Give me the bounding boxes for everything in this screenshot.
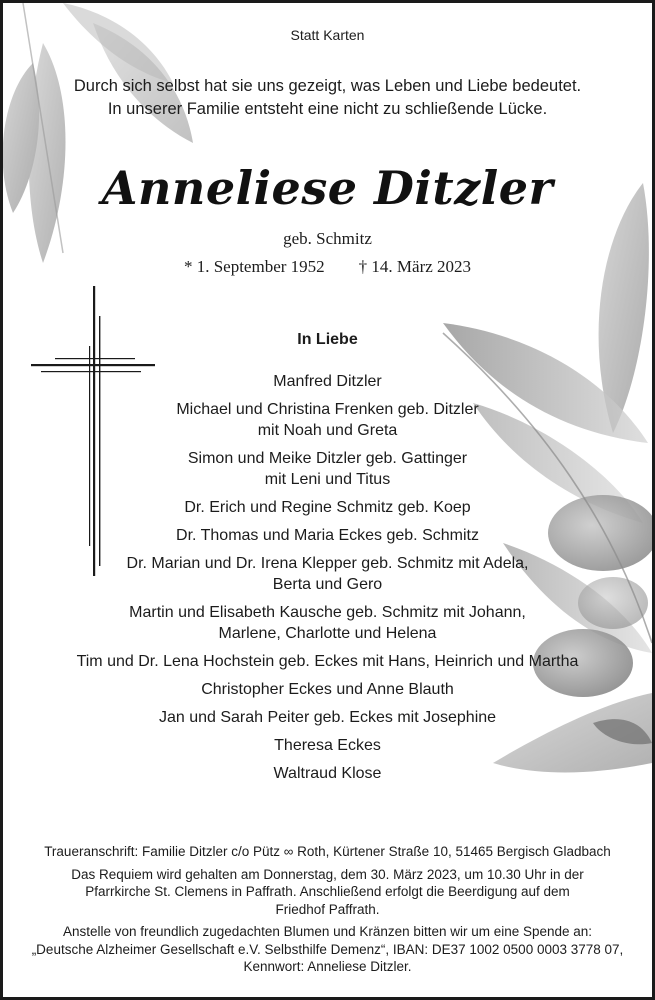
list-item: Christopher Eckes und Anne Blauth: [201, 681, 454, 698]
deceased-name: Anneliese Ditzler: [101, 161, 554, 215]
list-item: Tim und Dr. Lena Hochstein geb. Eckes mit Hans, Heinrich und Martha: [76, 653, 579, 670]
list-item: Michael und Christina Frenken geb. Ditzler mit Noah und Greta: [176, 401, 479, 439]
mourners-intro: In Liebe: [297, 331, 358, 348]
death-date: † 14. März 2023: [358, 257, 472, 276]
list-item: Dr. Thomas und Maria Eckes geb. Schmitz: [176, 527, 479, 544]
quote-line-1: Durch sich selbst hat sie uns gezeigt, was Leben und Liebe bedeutet.: [73, 77, 582, 95]
footer-info: [3, 843, 652, 981]
header-note: Statt Karten: [290, 27, 365, 43]
list-item: Dr. Marian und Dr. Irena Klepper geb. Schmitz mit Adela, Berta und Gero: [126, 555, 529, 593]
list-item: Dr. Erich und Regine Schmitz geb. Koep: [184, 499, 471, 516]
obituary-content: [3, 3, 652, 997]
list-item: Theresa Eckes: [274, 737, 381, 754]
birth-date: * 1. September 1952: [183, 257, 325, 276]
donation-info: Anstelle von freundlich zugedachten Blumen und Kränzen bitten wir um eine Spende an: „Deutsche Alzheimer Gesellschaft e.V. Selbsthilfe Demenz“, IBAN: DE37 1002 0500 0003 3778 07, Kennwort: Anneliese Ditzler.: [31, 924, 624, 974]
life-dates: [3, 257, 652, 277]
list-item: Simon und Meike Ditzler geb. Gattinger mit Leni und Titus: [187, 450, 468, 488]
list-item: Martin und Elisabeth Kausche geb. Schmitz mit Johann, Marlene, Charlotte und Helena: [129, 604, 526, 642]
requiem-info: Das Requiem wird gehalten am Donnerstag, dem 30. März 2023, um 10.30 Uhr in der Pfarrkirche St. Clemens in Paffrath. Anschließend erfolgt die Beerdigung auf dem Friedhof Paffrath.: [71, 866, 584, 917]
quote-line-2: In unserer Familie entsteht eine nicht zu schließende Lücke.: [107, 100, 548, 118]
survivors-list: [3, 371, 652, 791]
list-item: Manfred Ditzler: [273, 373, 382, 390]
maiden-name: geb. Schmitz: [283, 229, 372, 248]
mourning-address: Traueranschrift: Familie Ditzler c/o Pütz ∞ Roth, Kürtener Straße 10, 51465 Bergisch Gladbach: [44, 844, 611, 859]
list-item: Jan und Sarah Peiter geb. Eckes mit Josephine: [158, 709, 497, 726]
list-item: Waltraud Klose: [273, 765, 382, 782]
